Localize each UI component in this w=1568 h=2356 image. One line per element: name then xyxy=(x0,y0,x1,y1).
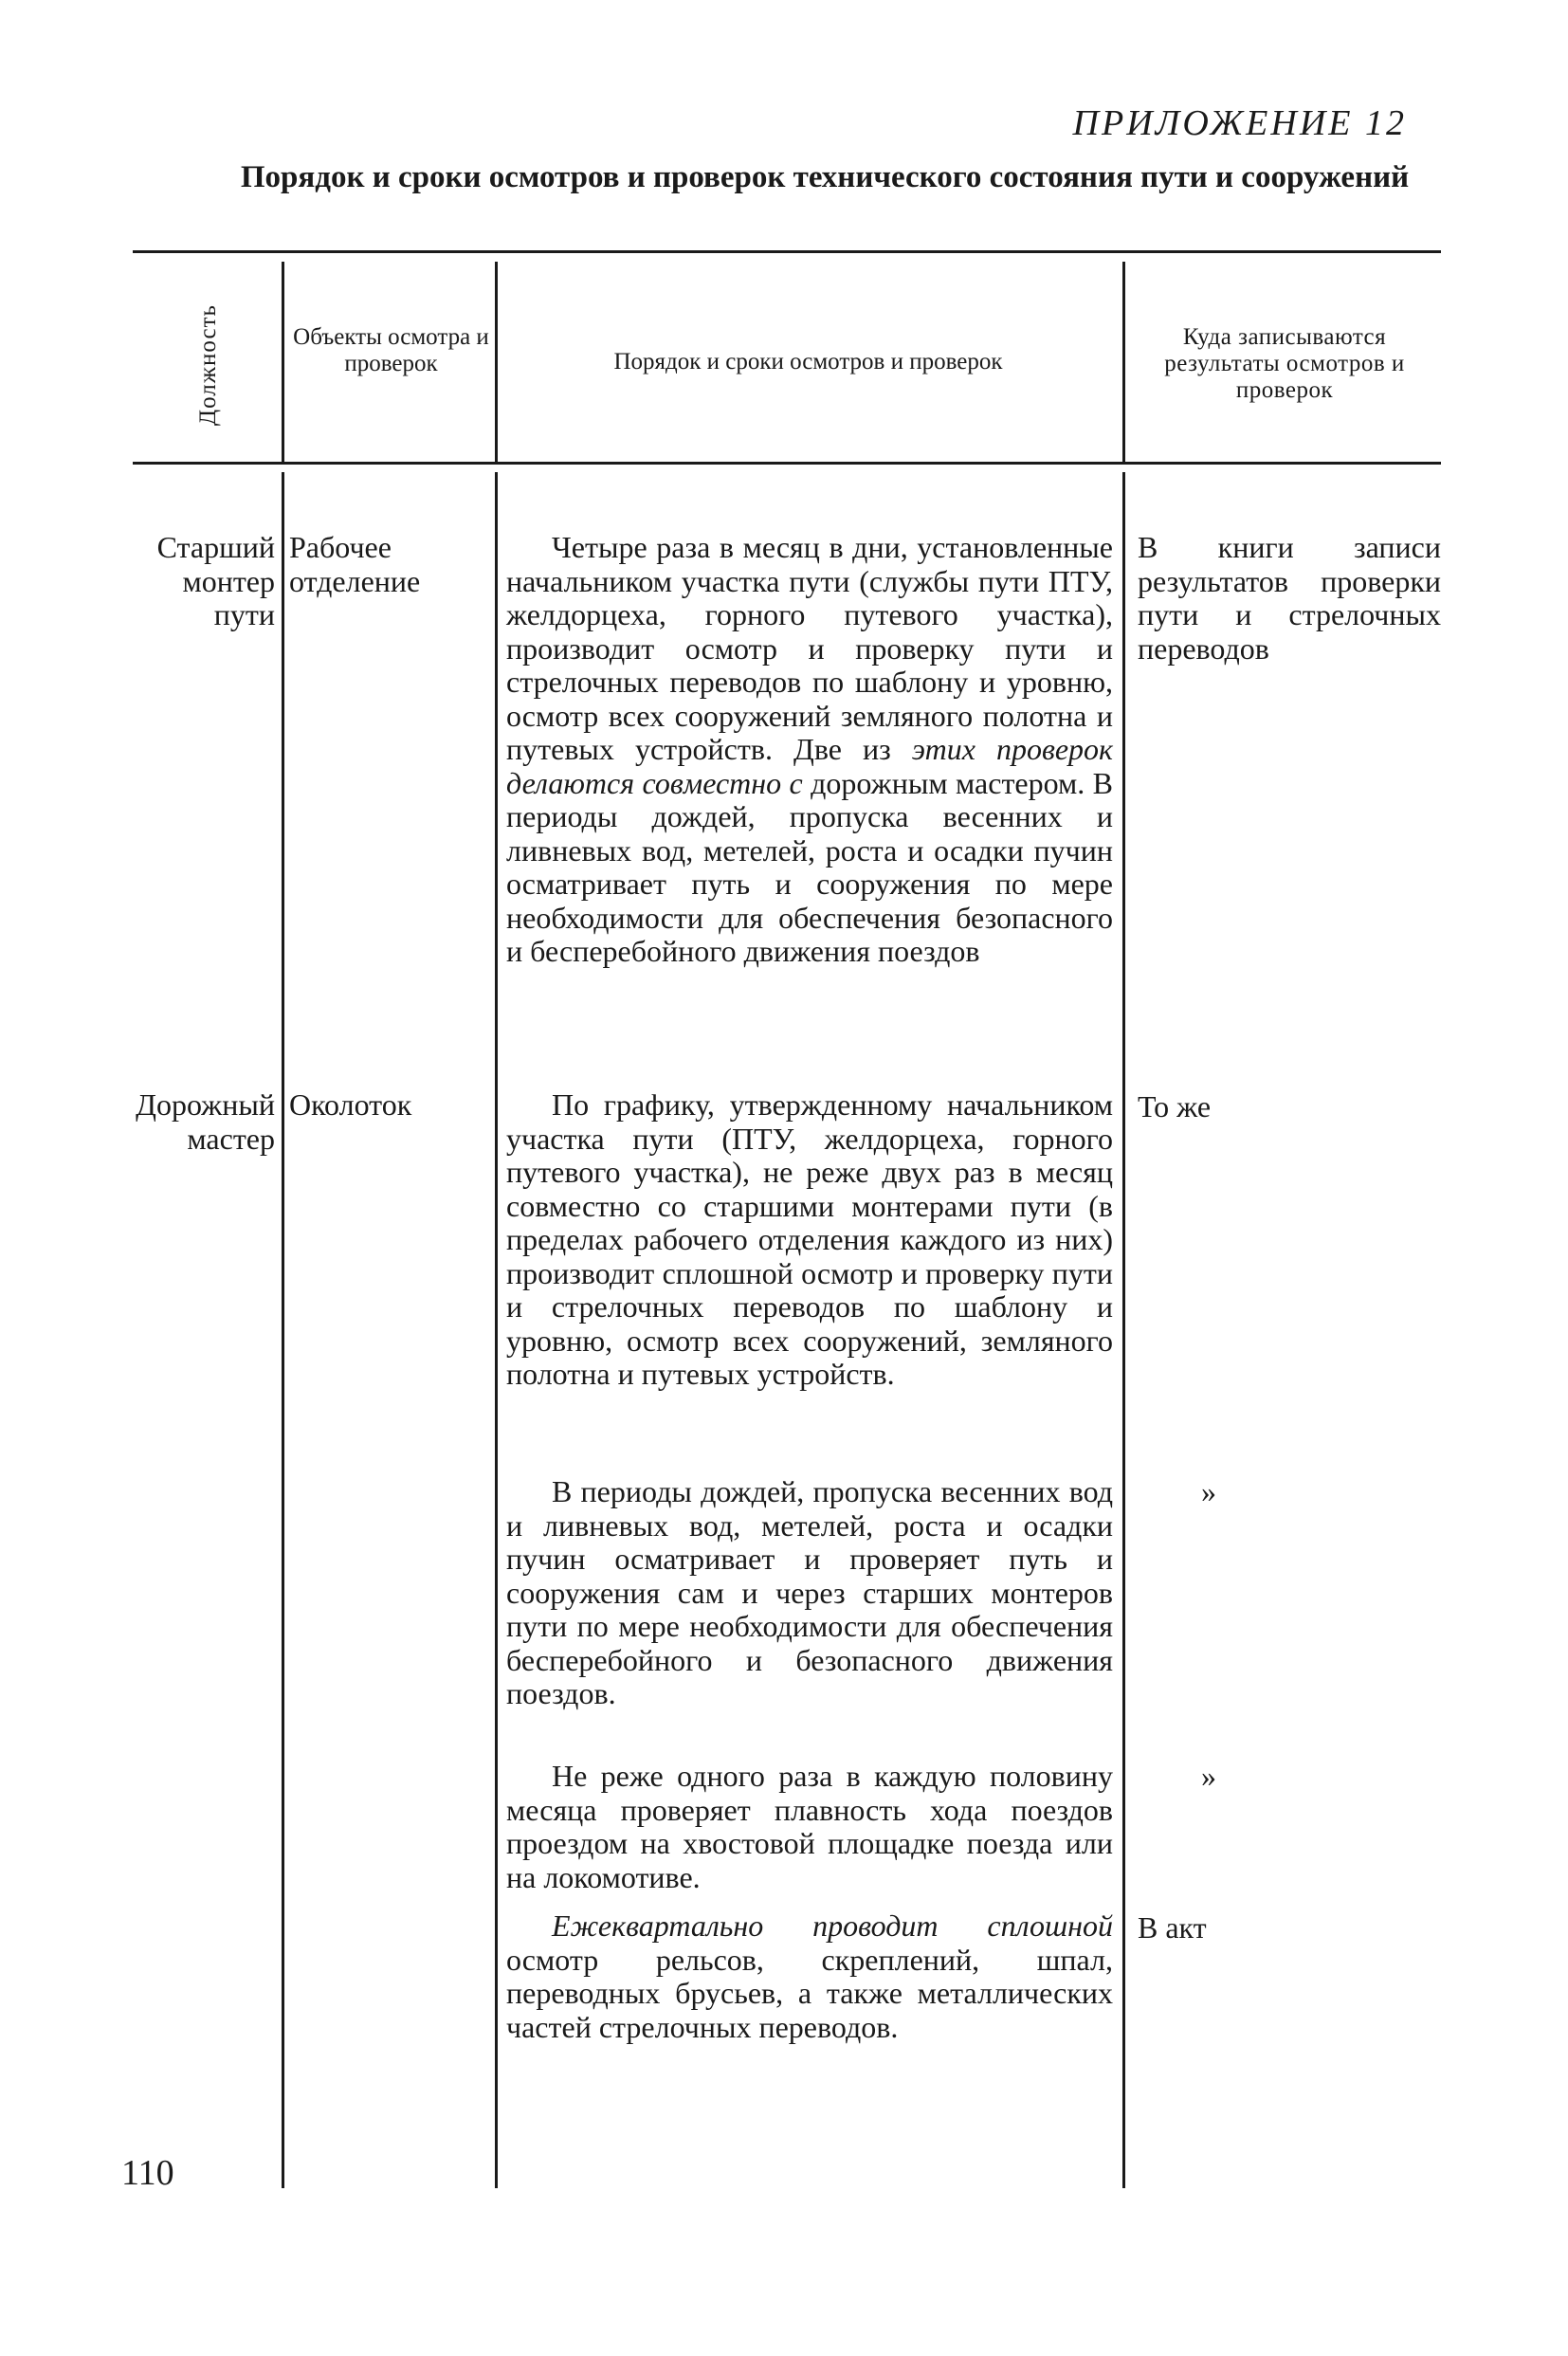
procedure-text: Четыре раза в месяц в дни, установленные начальником участка пути (службы пути ПТУ, желдорцеха, горного путевого участка), производит осмотр и проверку пути и стрелочных переводов по шаблону и уровню, осмотр всех сооружений земляного полотна и путевых устройств. Две из xyxy=(506,530,1113,766)
row-record: » xyxy=(1201,1474,1216,1508)
procedure-text: осмотр рельсов, скреплений, шпал, переводных брусьев, а также металлических частей стрелочных переводов. xyxy=(506,1942,1113,2044)
row-record: » xyxy=(1201,1759,1216,1793)
table-top-rule xyxy=(133,250,1441,253)
page-title: Порядок и сроки осмотров и проверок технического состояния пути и сооружений xyxy=(240,160,1410,194)
column-header-records: Куда записываются результаты осмотров и проверок xyxy=(1164,324,1405,403)
row-record: В акт xyxy=(1138,1910,1207,1945)
column-divider xyxy=(282,472,284,2188)
column-header-procedure: Порядок и сроки осмотров и проверок xyxy=(613,349,1003,374)
table-header-rule xyxy=(133,462,1441,465)
procedure-text-italic: Ежеквартально проводит сплошной xyxy=(552,1909,1113,1943)
appendix-label: ПРИЛОЖЕНИЕ 12 xyxy=(1072,103,1407,143)
column-divider xyxy=(495,472,498,2188)
row-object: Рабочее отделение xyxy=(289,530,421,598)
row-procedure: Не реже одного раза в каждую половину месяца проверяет плавность хода поездов проездом на хвостовой площадке поезда или на локомотиве. xyxy=(506,1759,1113,1894)
row-record: То же xyxy=(1138,1089,1212,1123)
column-header-objects: Объекты осмотра и проверок xyxy=(293,324,489,376)
column-divider xyxy=(1122,262,1125,463)
row-procedure xyxy=(506,1909,1113,2044)
row-procedure: По графику, утвержденному начальником участка пути (ПТУ, желдорцеха, горного путевого участка), не реже двух раз в месяц совместно со старшими монтерами пути (в пределах рабочего отделения каждого из них) производит сплошной осмотр и проверку пути и стрелочных переводов по шаблону и уровню, осмотр всех сооружений, земляного полотна и путевых устройств. xyxy=(506,1087,1113,1391)
procedure-text-italic: этих проверок делаются совместно с xyxy=(506,732,1114,800)
row-position: Дорожный мастер xyxy=(136,1087,275,1156)
column-divider xyxy=(282,262,284,463)
row-record: В книги записи результатов проверки пути и стрелочных переводов xyxy=(1138,530,1441,666)
page-number: 110 xyxy=(121,2153,174,2193)
procedure-text: дорожным мастером. В периоды дождей, пропуска весенних и ливневых вод, метелей, роста и осадки пучин осматривает путь и сооружения по мере необходимости для обеспечения безопасного и бесперебойного движения поездов xyxy=(506,765,1113,968)
column-divider xyxy=(1122,472,1125,2188)
row-procedure: В периоды дождей, пропуска весенних вод и ливневых вод, метелей, роста и осадки пучин осматривает и проверяет путь и сооружения сам и через старших монтеров пути по мере необходимости для обеспечения бесперебойного и безопасного движения поездов. xyxy=(506,1474,1113,1710)
row-position: Старший монтер пути xyxy=(156,530,275,631)
row-object: Околоток xyxy=(289,1087,412,1122)
row-procedure xyxy=(506,531,1113,969)
column-header-position: Должность xyxy=(195,304,221,426)
